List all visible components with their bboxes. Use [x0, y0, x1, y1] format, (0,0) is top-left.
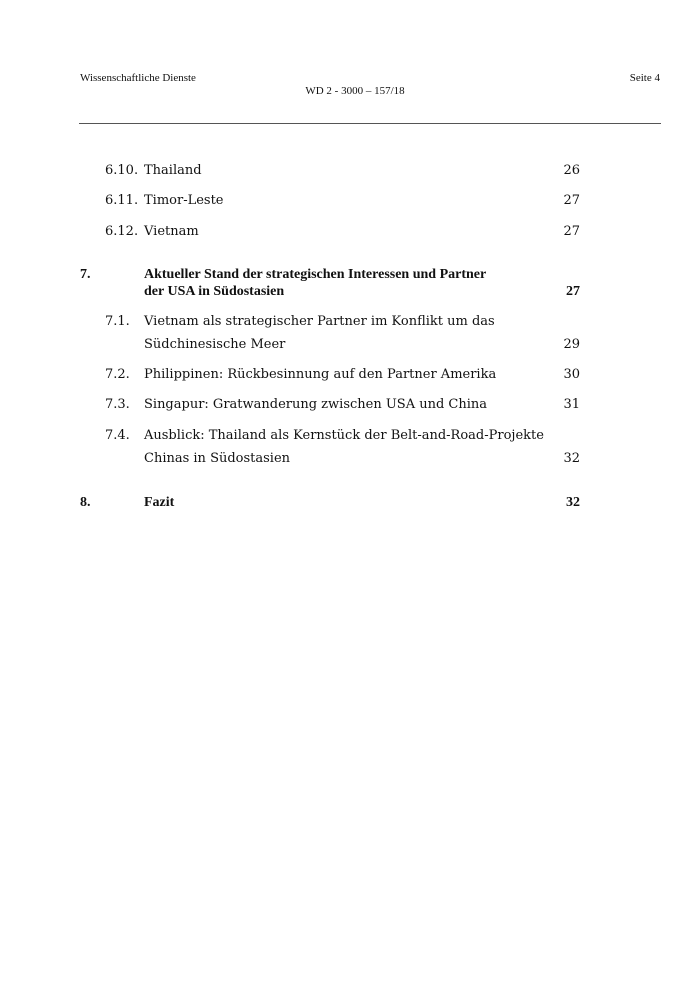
toc-entry-number: 7.4.	[105, 428, 130, 443]
toc-entry-page: 31	[563, 397, 580, 412]
toc-entry-title-line1: Vietnam als strategischer Partner im Konflikt um das	[144, 314, 495, 329]
toc-entry-title: Singapur: Gratwanderung zwischen USA und China	[144, 397, 488, 412]
toc-entry-page: 32	[563, 451, 580, 466]
toc-entry-number: 7.2.	[105, 367, 130, 382]
toc-entry-number: 7.1.	[105, 314, 130, 329]
toc-entry-number: 6.10.	[105, 163, 139, 178]
toc-entry-page: 29	[563, 337, 580, 352]
header-document-reference: WD 2 - 3000 – 157/18	[305, 85, 405, 97]
toc-entry-page: 27	[563, 224, 580, 239]
toc-entry-page: 27	[563, 193, 580, 208]
toc-entry-page: 32	[566, 495, 580, 510]
toc-entry-title: Thailand	[144, 163, 202, 178]
toc-entry-page: 27	[566, 284, 580, 299]
toc-entry-number: 6.11.	[105, 193, 139, 208]
toc-entry-number: 6.12.	[105, 224, 139, 239]
toc-entry-page: 26	[563, 163, 580, 178]
toc-entry-title-line1: Aktueller Stand der strategischen Interessen und Partner	[144, 267, 487, 282]
toc-entry-title: Fazit	[144, 495, 175, 510]
header-page-number: Seite 4	[629, 72, 660, 84]
header-institution: Wissenschaftliche Dienste	[80, 72, 196, 84]
toc-entry-number: 8.	[80, 495, 91, 510]
toc-entry-title-line2: Südchinesische Meer	[144, 337, 286, 352]
toc-entry-title: Philippinen: Rückbesinnung auf den Partner Amerika	[144, 367, 497, 382]
toc-entry-page: 30	[563, 367, 580, 382]
toc-entry-title: Vietnam	[144, 224, 199, 239]
toc-entry-number: 7.3.	[105, 397, 130, 412]
toc-entry-title-line2: Chinas in Südostasien	[144, 451, 291, 466]
toc-entry-title: Timor-Leste	[144, 193, 224, 208]
toc-entry-title-line2: der USA in Südostasien	[144, 284, 285, 299]
toc-entry-title-line1: Ausblick: Thailand als Kernstück der Belt-and-Road-Projekte	[144, 428, 544, 443]
toc-entry-number: 7.	[80, 267, 91, 282]
